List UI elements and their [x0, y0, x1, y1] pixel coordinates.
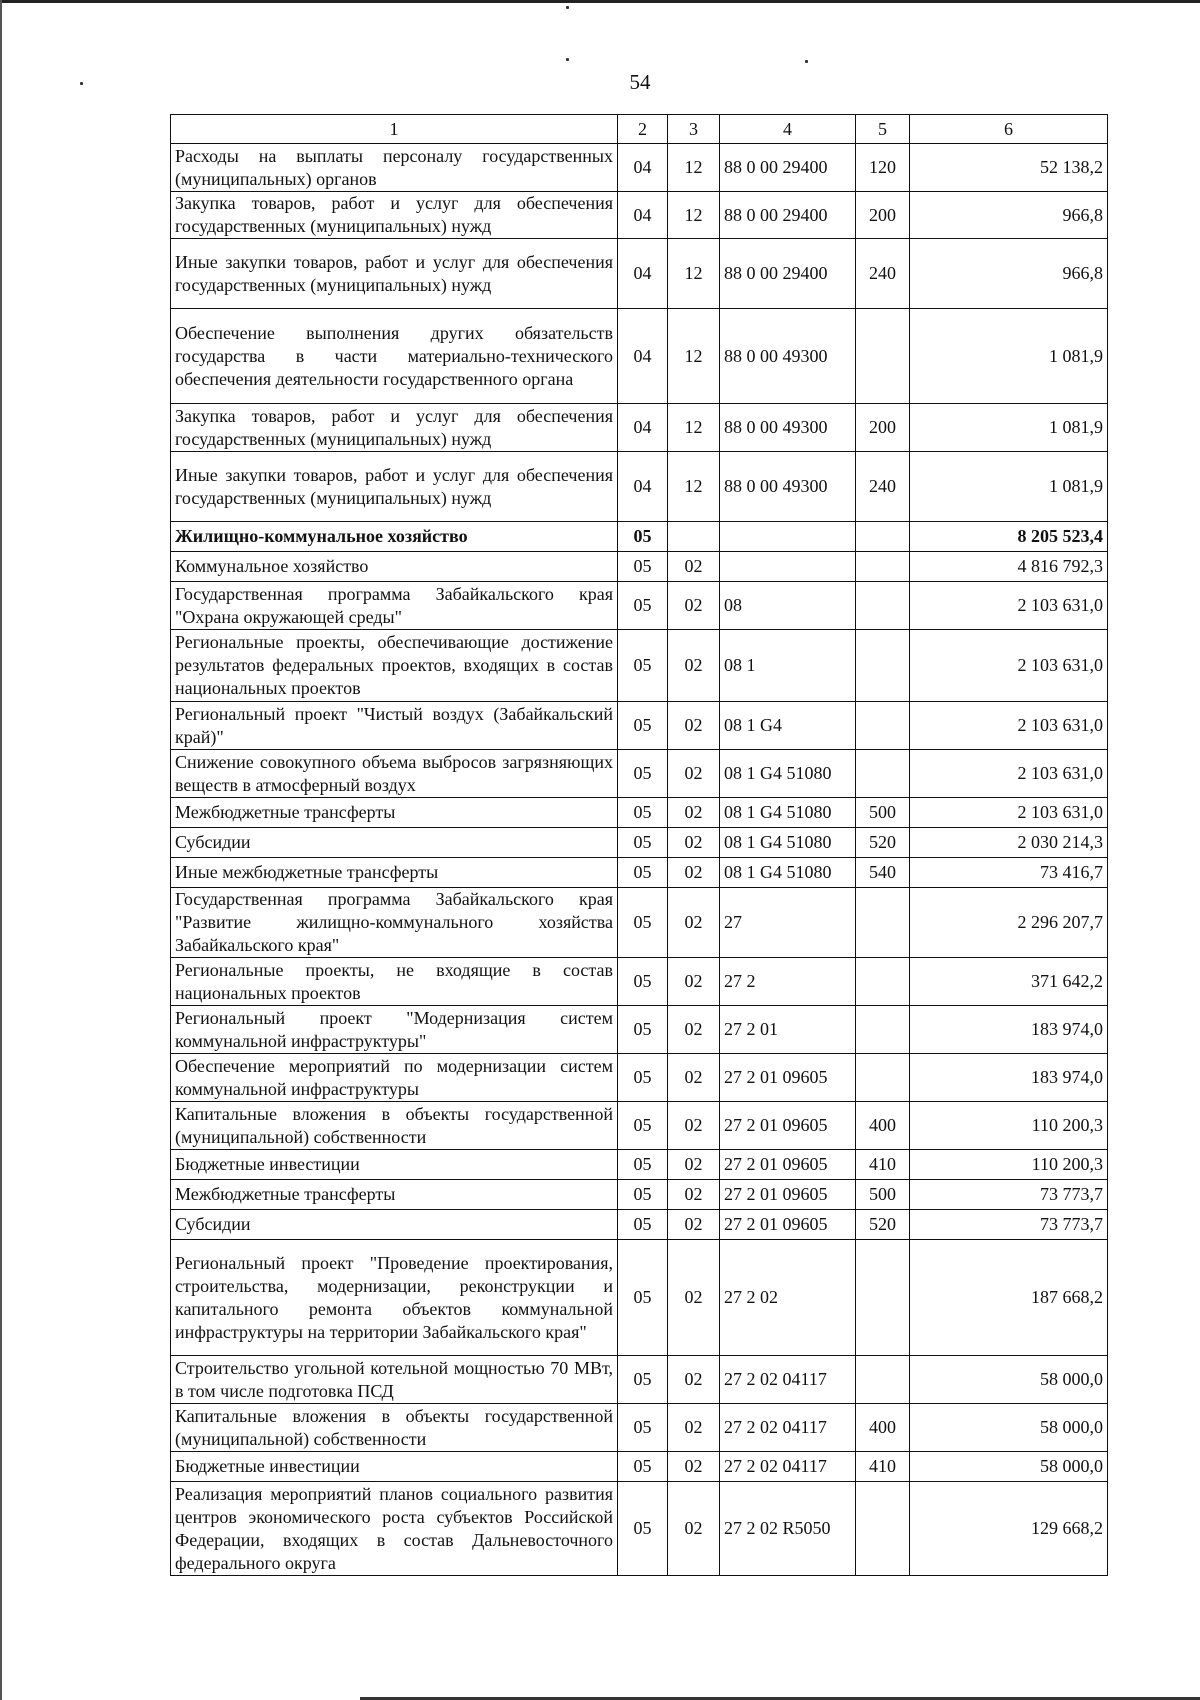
scan-edge-left — [0, 0, 2, 1700]
expense-type-code-cell: 240 — [856, 452, 910, 522]
table-row — [171, 888, 1108, 958]
target-article-code-cell: 27 2 01 09605 — [720, 1180, 856, 1210]
expense-type-code-cell — [856, 1240, 910, 1356]
subsection-code-cell: 02 — [668, 630, 720, 702]
amount-cell: 58 000,0 — [910, 1356, 1108, 1404]
target-article-code-cell: 88 0 00 49300 — [720, 404, 856, 452]
row-name-cell: Строительство угольной котельной мощностью 70 МВт, в том числе подготовка ПСД — [171, 1356, 618, 1404]
column-header: 1 — [171, 115, 618, 144]
column-header: 5 — [856, 115, 910, 144]
amount-cell: 1 081,9 — [910, 404, 1108, 452]
table-row — [171, 630, 1108, 702]
amount-cell: 4 816 792,3 — [910, 552, 1108, 582]
table-row — [171, 798, 1108, 828]
subsection-code-cell: 02 — [668, 1240, 720, 1356]
expense-type-code-cell: 400 — [856, 1404, 910, 1452]
subsection-code-cell: 02 — [668, 798, 720, 828]
target-article-code-cell — [720, 552, 856, 582]
amount-cell: 2 296 207,7 — [910, 888, 1108, 958]
section-code-cell: 04 — [618, 309, 668, 404]
expense-type-code-cell — [856, 582, 910, 630]
target-article-code-cell: 27 2 02 — [720, 1240, 856, 1356]
expense-type-code-cell: 200 — [856, 404, 910, 452]
table-row — [171, 750, 1108, 798]
section-code-cell: 05 — [618, 1180, 668, 1210]
subsection-code-cell: 12 — [668, 452, 720, 522]
expense-type-code-cell: 520 — [856, 828, 910, 858]
table-row — [171, 1180, 1108, 1210]
subsection-code-cell: 02 — [668, 1404, 720, 1452]
section-code-cell: 04 — [618, 452, 668, 522]
target-article-code-cell: 08 — [720, 582, 856, 630]
target-article-code-cell: 88 0 00 29400 — [720, 239, 856, 309]
table-row — [171, 1404, 1108, 1452]
table-row — [171, 552, 1108, 582]
row-name-cell: Региональные проекты, обеспечивающие достижение результатов федеральных проектов, входящих в состав национальных проектов — [171, 630, 618, 702]
table-row — [171, 858, 1108, 888]
subsection-code-cell: 02 — [668, 1054, 720, 1102]
target-article-code-cell: 27 2 01 09605 — [720, 1102, 856, 1150]
subsection-code-cell: 02 — [668, 1150, 720, 1180]
row-name-cell: Капитальные вложения в объекты государственной (муниципальной) собственности — [171, 1404, 618, 1452]
amount-cell: 110 200,3 — [910, 1150, 1108, 1180]
row-name-cell: Обеспечение мероприятий по модернизации систем коммунальной инфраструктуры — [171, 1054, 618, 1102]
amount-cell: 187 668,2 — [910, 1240, 1108, 1356]
row-name-cell: Иные закупки товаров, работ и услуг для обеспечения государственных (муниципальных) нужд — [171, 452, 618, 522]
section-code-cell: 05 — [618, 1240, 668, 1356]
section-code-cell: 05 — [618, 1054, 668, 1102]
row-name-cell: Иные закупки товаров, работ и услуг для обеспечения государственных (муниципальных) нужд — [171, 239, 618, 309]
row-name-cell: Жилищно-коммунальное хозяйство — [171, 522, 618, 552]
subsection-code-cell: 02 — [668, 888, 720, 958]
subsection-code-cell: 12 — [668, 144, 720, 192]
target-article-code-cell: 08 1 G4 51080 — [720, 798, 856, 828]
subsection-code-cell: 12 — [668, 192, 720, 239]
subsection-code-cell: 02 — [668, 1210, 720, 1240]
expense-type-code-cell — [856, 1356, 910, 1404]
table-row — [171, 1054, 1108, 1102]
subsection-code-cell: 02 — [668, 958, 720, 1006]
subsection-code-cell: 12 — [668, 239, 720, 309]
amount-cell: 8 205 523,4 — [910, 522, 1108, 552]
target-article-code-cell: 88 0 00 49300 — [720, 452, 856, 522]
subsection-code-cell: 02 — [668, 582, 720, 630]
target-article-code-cell: 27 2 02 04117 — [720, 1404, 856, 1452]
expense-type-code-cell — [856, 958, 910, 1006]
section-code-cell: 05 — [618, 888, 668, 958]
column-header: 6 — [910, 115, 1108, 144]
subsection-code-cell: 02 — [668, 1452, 720, 1482]
amount-cell: 2 103 631,0 — [910, 630, 1108, 702]
row-name-cell: Региональный проект "Чистый воздух (Забайкальский край)" — [171, 702, 618, 750]
table-row — [171, 1102, 1108, 1150]
section-code-cell: 05 — [618, 552, 668, 582]
expense-type-code-cell: 500 — [856, 798, 910, 828]
subsection-code-cell: 02 — [668, 1102, 720, 1150]
amount-cell: 73 416,7 — [910, 858, 1108, 888]
target-article-code-cell: 27 2 02 04117 — [720, 1356, 856, 1404]
amount-cell: 58 000,0 — [910, 1404, 1108, 1452]
expense-type-code-cell — [856, 1006, 910, 1054]
amount-cell: 52 138,2 — [910, 144, 1108, 192]
section-code-cell: 05 — [618, 1452, 668, 1482]
amount-cell: 2 103 631,0 — [910, 582, 1108, 630]
amount-cell: 73 773,7 — [910, 1180, 1108, 1210]
section-code-cell: 05 — [618, 1210, 668, 1240]
subsection-code-cell: 12 — [668, 309, 720, 404]
amount-cell: 966,8 — [910, 239, 1108, 309]
table-header-row — [171, 115, 1108, 144]
target-article-code-cell — [720, 522, 856, 552]
table-row — [171, 958, 1108, 1006]
expense-type-code-cell — [856, 702, 910, 750]
row-name-cell: Субсидии — [171, 1210, 618, 1240]
subsection-code-cell — [668, 522, 720, 552]
amount-cell: 110 200,3 — [910, 1102, 1108, 1150]
target-article-code-cell: 27 2 — [720, 958, 856, 1006]
expense-type-code-cell: 500 — [856, 1180, 910, 1210]
column-header: 2 — [618, 115, 668, 144]
expense-type-code-cell: 200 — [856, 192, 910, 239]
row-name-cell: Снижение совокупного объема выбросов загрязняющих веществ в атмосферный воздух — [171, 750, 618, 798]
row-name-cell: Межбюджетные трансферты — [171, 798, 618, 828]
section-code-cell: 05 — [618, 1404, 668, 1452]
table-row — [171, 309, 1108, 404]
target-article-code-cell: 27 2 01 — [720, 1006, 856, 1054]
target-article-code-cell: 08 1 — [720, 630, 856, 702]
expense-type-code-cell — [856, 630, 910, 702]
row-name-cell: Реализация мероприятий планов социального развития центров экономического роста субъектов Российской Федерации, входящих в состав Дальневосточного федерального округа — [171, 1482, 618, 1576]
table-row — [171, 192, 1108, 239]
subsection-code-cell: 02 — [668, 750, 720, 798]
amount-cell: 2 030 214,3 — [910, 828, 1108, 858]
table-row — [171, 582, 1108, 630]
expense-type-code-cell: 410 — [856, 1150, 910, 1180]
target-article-code-cell: 88 0 00 29400 — [720, 192, 856, 239]
row-name-cell: Региональный проект "Модернизация систем коммунальной инфраструктуры" — [171, 1006, 618, 1054]
expense-type-code-cell — [856, 552, 910, 582]
table-row — [171, 404, 1108, 452]
table-row — [171, 1452, 1108, 1482]
section-code-cell: 05 — [618, 522, 668, 552]
row-name-cell: Бюджетные инвестиции — [171, 1150, 618, 1180]
section-code-cell: 05 — [618, 1482, 668, 1576]
expense-type-code-cell — [856, 888, 910, 958]
amount-cell: 73 773,7 — [910, 1210, 1108, 1240]
row-name-cell: Обеспечение выполнения других обязательств государства в части материально-технического обеспечения деятельности государственного органа — [171, 309, 618, 404]
target-article-code-cell: 88 0 00 49300 — [720, 309, 856, 404]
subsection-code-cell: 02 — [668, 1482, 720, 1576]
target-article-code-cell: 08 1 G4 51080 — [720, 858, 856, 888]
table-row — [171, 239, 1108, 309]
target-article-code-cell: 08 1 G4 — [720, 702, 856, 750]
table-row — [171, 1210, 1108, 1240]
amount-cell: 2 103 631,0 — [910, 750, 1108, 798]
row-name-cell: Капитальные вложения в объекты государственной (муниципальной) собственности — [171, 1102, 618, 1150]
table-row — [171, 452, 1108, 522]
scan-speck — [566, 6, 569, 9]
row-name-cell: Межбюджетные трансферты — [171, 1180, 618, 1210]
amount-cell: 371 642,2 — [910, 958, 1108, 1006]
section-code-cell: 05 — [618, 1102, 668, 1150]
amount-cell: 1 081,9 — [910, 452, 1108, 522]
expense-type-code-cell: 240 — [856, 239, 910, 309]
table-row — [171, 1240, 1108, 1356]
expense-type-code-cell — [856, 750, 910, 798]
section-code-cell: 04 — [618, 144, 668, 192]
table-row — [171, 1006, 1108, 1054]
expense-type-code-cell: 540 — [856, 858, 910, 888]
target-article-code-cell: 27 2 01 09605 — [720, 1054, 856, 1102]
scan-speck — [566, 58, 569, 61]
subsection-code-cell: 02 — [668, 1006, 720, 1054]
amount-cell: 1 081,9 — [910, 309, 1108, 404]
expense-type-code-cell — [856, 1054, 910, 1102]
subsection-code-cell: 12 — [668, 404, 720, 452]
section-code-cell: 05 — [618, 1356, 668, 1404]
row-name-cell: Коммунальное хозяйство — [171, 552, 618, 582]
target-article-code-cell: 27 2 02 R5050 — [720, 1482, 856, 1576]
section-code-cell: 04 — [618, 192, 668, 239]
expense-type-code-cell: 520 — [856, 1210, 910, 1240]
section-code-cell: 05 — [618, 1006, 668, 1054]
target-article-code-cell: 08 1 G4 51080 — [720, 828, 856, 858]
section-code-cell: 05 — [618, 858, 668, 888]
amount-cell: 129 668,2 — [910, 1482, 1108, 1576]
section-code-cell: 04 — [618, 404, 668, 452]
target-article-code-cell: 27 — [720, 888, 856, 958]
subsection-code-cell: 02 — [668, 828, 720, 858]
table-row — [171, 1150, 1108, 1180]
target-article-code-cell: 27 2 01 09605 — [720, 1150, 856, 1180]
table-row — [171, 144, 1108, 192]
row-name-cell: Бюджетные инвестиции — [171, 1452, 618, 1482]
amount-cell: 58 000,0 — [910, 1452, 1108, 1482]
expense-type-code-cell — [856, 522, 910, 552]
amount-cell: 2 103 631,0 — [910, 798, 1108, 828]
row-name-cell: Субсидии — [171, 828, 618, 858]
subsection-code-cell: 02 — [668, 858, 720, 888]
row-name-cell: Региональные проекты, не входящие в состав национальных проектов — [171, 958, 618, 1006]
target-article-code-cell: 08 1 G4 51080 — [720, 750, 856, 798]
section-code-cell: 05 — [618, 582, 668, 630]
column-header: 4 — [720, 115, 856, 144]
target-article-code-cell: 27 2 02 04117 — [720, 1452, 856, 1482]
subsection-code-cell: 02 — [668, 1180, 720, 1210]
scan-edge-top — [0, 0, 1200, 3]
budget-table — [170, 114, 1108, 1576]
section-code-cell: 05 — [618, 702, 668, 750]
table-row — [171, 1482, 1108, 1576]
subsection-code-cell: 02 — [668, 1356, 720, 1404]
row-name-cell: Государственная программа Забайкальского края "Развитие жилищно-коммунального хозяйства Забайкальского края" — [171, 888, 618, 958]
expense-type-code-cell — [856, 309, 910, 404]
amount-cell: 183 974,0 — [910, 1006, 1108, 1054]
subsection-code-cell: 02 — [668, 702, 720, 750]
target-article-code-cell: 88 0 00 29400 — [720, 144, 856, 192]
row-name-cell: Закупка товаров, работ и услуг для обеспечения государственных (муниципальных) нужд — [171, 192, 618, 239]
section-code-cell: 05 — [618, 1150, 668, 1180]
row-name-cell: Расходы на выплаты персоналу государственных (муниципальных) органов — [171, 144, 618, 192]
row-name-cell: Региональный проект "Проведение проектирования, строительства, модернизации, реконструкции и капитального ремонта объектов коммунальной инфраструктуры на территории Забайкальского края" — [171, 1240, 618, 1356]
target-article-code-cell: 27 2 01 09605 — [720, 1210, 856, 1240]
expense-type-code-cell: 410 — [856, 1452, 910, 1482]
table-row — [171, 522, 1108, 552]
row-name-cell: Закупка товаров, работ и услуг для обеспечения государственных (муниципальных) нужд — [171, 404, 618, 452]
subsection-code-cell: 02 — [668, 552, 720, 582]
expense-type-code-cell — [856, 1482, 910, 1576]
amount-cell: 966,8 — [910, 192, 1108, 239]
table-body — [171, 144, 1108, 1576]
row-name-cell: Государственная программа Забайкальского края "Охрана окружающей среды" — [171, 582, 618, 630]
amount-cell: 2 103 631,0 — [910, 702, 1108, 750]
table-row — [171, 828, 1108, 858]
section-code-cell: 05 — [618, 828, 668, 858]
amount-cell: 183 974,0 — [910, 1054, 1108, 1102]
table-row — [171, 702, 1108, 750]
expense-type-code-cell: 400 — [856, 1102, 910, 1150]
section-code-cell: 05 — [618, 798, 668, 828]
page-number: 54 — [629, 70, 651, 94]
section-code-cell: 05 — [618, 750, 668, 798]
section-code-cell: 05 — [618, 958, 668, 1006]
section-code-cell: 04 — [618, 239, 668, 309]
section-code-cell: 05 — [618, 630, 668, 702]
expense-type-code-cell: 120 — [856, 144, 910, 192]
table-row — [171, 1356, 1108, 1404]
column-header: 3 — [668, 115, 720, 144]
scan-speck — [805, 60, 808, 63]
row-name-cell: Иные межбюджетные трансферты — [171, 858, 618, 888]
